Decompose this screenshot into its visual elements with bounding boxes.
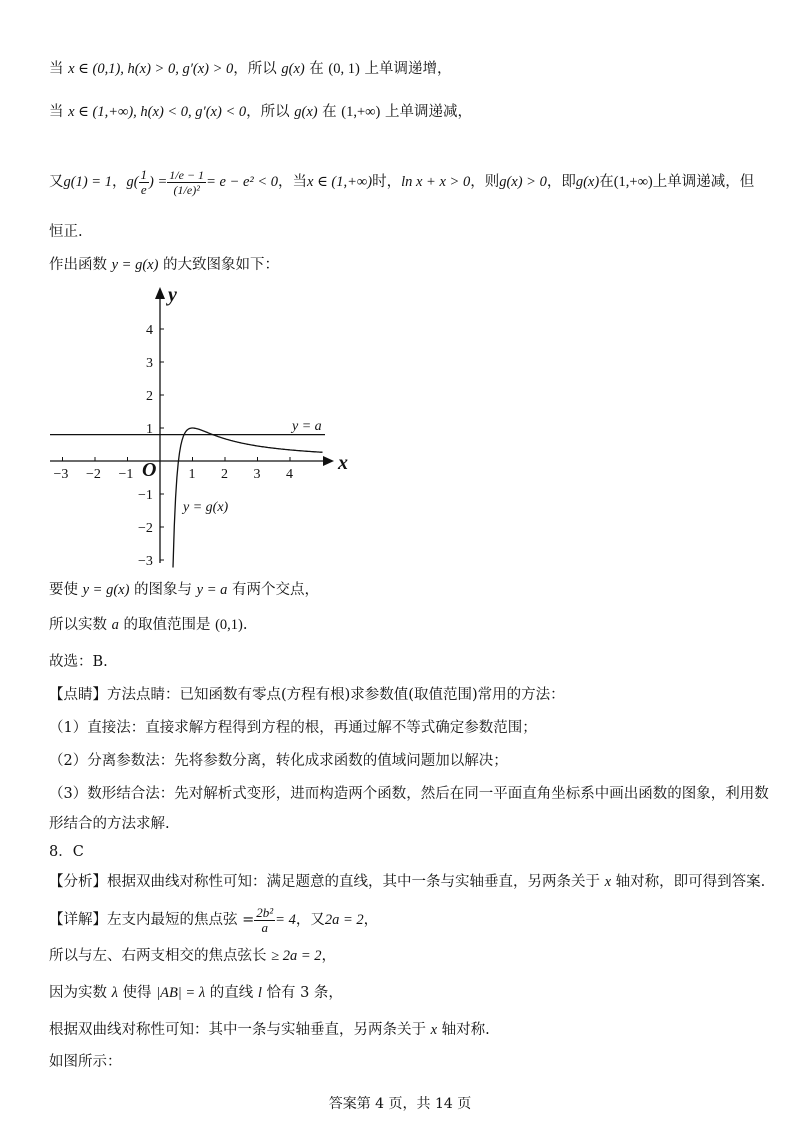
text: ，则	[470, 174, 500, 190]
text: ，又	[295, 912, 325, 928]
text: 使得	[117, 985, 157, 1001]
text: 的大致图象如下：	[158, 257, 280, 273]
text-line-9: 【点睛】方法点睛：已知函数有零点(方程有根)求参数值(取值范围)常用的方法：	[49, 687, 565, 703]
text-line-7	[49, 615, 247, 635]
text: 作出函数	[49, 257, 112, 273]
text: 上单调递减，	[380, 104, 472, 120]
text: 所以与左、右两支相交的焦点弦长	[49, 948, 272, 964]
y-tick-label: −1	[138, 488, 153, 503]
text: 又	[49, 174, 64, 190]
math: g(x)	[281, 61, 305, 77]
math: λ	[111, 985, 118, 1001]
text-line-1	[49, 59, 451, 79]
text: ，	[111, 174, 127, 190]
math: y = g(x)	[111, 257, 159, 273]
y-tick-label: 2	[146, 389, 153, 404]
math: a	[111, 617, 119, 633]
numerator: 1/e − 1	[169, 167, 205, 182]
text: ，所以	[246, 104, 295, 120]
text-line-3	[49, 152, 754, 212]
text: 时，	[372, 174, 402, 190]
math: g(x) > 0	[499, 174, 547, 190]
numerator: 1	[140, 166, 148, 182]
text-line-19	[49, 1020, 490, 1040]
text: 轴对称，即可得到答案.	[611, 874, 766, 890]
x-tick-label: −1	[118, 467, 134, 482]
math: g(x)	[575, 174, 600, 190]
text-line-17	[49, 946, 336, 966]
text: 上单调递增，	[359, 61, 452, 77]
text: 在	[317, 104, 342, 120]
text-line-12: （3）数形结合法：先对解析式变形，进而构造两个函数，然后在同一平面直角坐标系中画出函数的图象，利用数	[49, 786, 769, 802]
math: x ∈ (1,+∞), h(x) < 0, g′(x) < 0	[68, 104, 247, 120]
text-line-6	[49, 580, 319, 600]
text-line-8: 故选：B.	[49, 654, 108, 670]
curve-label: y = g(x)	[183, 500, 229, 515]
function-graph	[40, 283, 350, 568]
y-tick-label: 3	[146, 356, 153, 371]
fraction-focal-chord	[254, 906, 275, 935]
x-tick-label: 1	[188, 467, 196, 482]
line-label: y = a	[292, 419, 322, 434]
y-tick-label: −2	[138, 521, 153, 536]
text: 【分析】根据双曲线对称性可知：满足题意的直线，其中一条与实轴垂直，另两条关于	[49, 874, 605, 890]
y-axis-label: y	[168, 284, 177, 306]
text: 恰有 3 条，	[261, 985, 343, 1001]
math: ln x + x > 0	[401, 174, 471, 190]
text: 要使	[49, 582, 83, 598]
math: y = a	[196, 582, 228, 598]
text: .	[242, 617, 248, 633]
x-tick-label: −2	[86, 467, 101, 482]
text-line-13: 形结合的方法求解.	[49, 816, 170, 832]
math: g(x)	[294, 104, 318, 120]
text-line-5	[49, 255, 279, 275]
math: |AB| = λ	[156, 985, 206, 1001]
x-axis-label: x	[338, 452, 348, 474]
text: ，	[363, 912, 379, 928]
text: 在	[304, 61, 329, 77]
text: ，当	[278, 174, 308, 190]
math: g(	[126, 174, 139, 190]
text-line-15	[49, 872, 765, 892]
text: 在	[599, 174, 614, 190]
text: 有两个交点，	[227, 582, 319, 598]
y-tick-label: 4	[146, 323, 153, 338]
page-footer: 答案第 4 页，共 14 页	[328, 1096, 472, 1112]
math: ≥ 2a = 2	[271, 948, 322, 964]
text: 所以实数	[49, 617, 112, 633]
math: 2a = 2	[324, 912, 364, 928]
text: 的直线	[205, 985, 258, 1001]
text-line-18	[49, 983, 343, 1003]
x-tick-label: −3	[53, 467, 69, 482]
text-line-4: 恒正.	[49, 224, 83, 240]
math: ) =	[149, 174, 168, 190]
math: x	[604, 874, 612, 890]
y-tick-label: 1	[146, 422, 153, 437]
numerator: 2b²	[256, 904, 274, 920]
text-line-11: （2）分离参数法：先将参数分离，转化成求函数的值域问题加以解决；	[49, 753, 508, 769]
text: ，所以	[233, 61, 282, 77]
denominator: e	[140, 181, 147, 197]
text: 因为实数	[49, 985, 112, 1001]
y-axis-arrow	[155, 287, 165, 299]
math: (0,1)	[215, 617, 243, 633]
text: 的图象与	[129, 582, 197, 598]
text: ，即	[546, 174, 576, 190]
math: (0, 1)	[328, 61, 360, 77]
x-tick-label: 4	[286, 467, 293, 482]
text: 当	[49, 61, 69, 77]
text-line-20: 如图所示：	[49, 1054, 122, 1070]
math: x ∈ (1,+∞)	[307, 174, 373, 190]
fraction-g-value	[167, 168, 206, 197]
math: l	[257, 985, 262, 1001]
x-axis-arrow	[323, 456, 334, 466]
text: 【详解】左支内最短的焦点弦 =	[49, 912, 255, 928]
text-line-14: 8．C	[49, 844, 84, 860]
fraction-one-over-e	[139, 168, 150, 197]
math: x ∈ (0,1), h(x) > 0, g′(x) > 0	[68, 61, 234, 77]
text: ，	[321, 948, 336, 964]
math: (1,+∞)	[613, 174, 653, 190]
denominator: a	[261, 919, 268, 935]
text: 上单调递减，但	[652, 174, 755, 190]
text: 的取值范围是	[118, 617, 216, 633]
text: 根据双曲线对称性可知：其中一条与实轴垂直，另两条关于	[49, 1022, 431, 1038]
denominator: (1/e)²	[173, 182, 200, 197]
x-tick-label: 3	[253, 467, 261, 482]
y-tick-label: −3	[138, 554, 153, 568]
math: g(1) = 1	[63, 174, 112, 190]
math: (1,+∞)	[341, 104, 381, 120]
text: 当	[49, 104, 69, 120]
math: x	[430, 1022, 438, 1038]
text: 轴对称.	[437, 1022, 490, 1038]
text-line-16	[49, 900, 378, 940]
origin-label: O	[142, 459, 157, 481]
text-line-10: （1）直接法：直接求解方程得到方程的根，再通过解不等式确定参数范围；	[49, 720, 537, 736]
text-line-2	[49, 102, 472, 122]
math: y = g(x)	[82, 582, 130, 598]
math: = e − e² < 0	[206, 174, 279, 190]
x-tick-label: 2	[221, 467, 228, 482]
curve-g	[173, 428, 323, 568]
math: = 4	[275, 912, 296, 928]
